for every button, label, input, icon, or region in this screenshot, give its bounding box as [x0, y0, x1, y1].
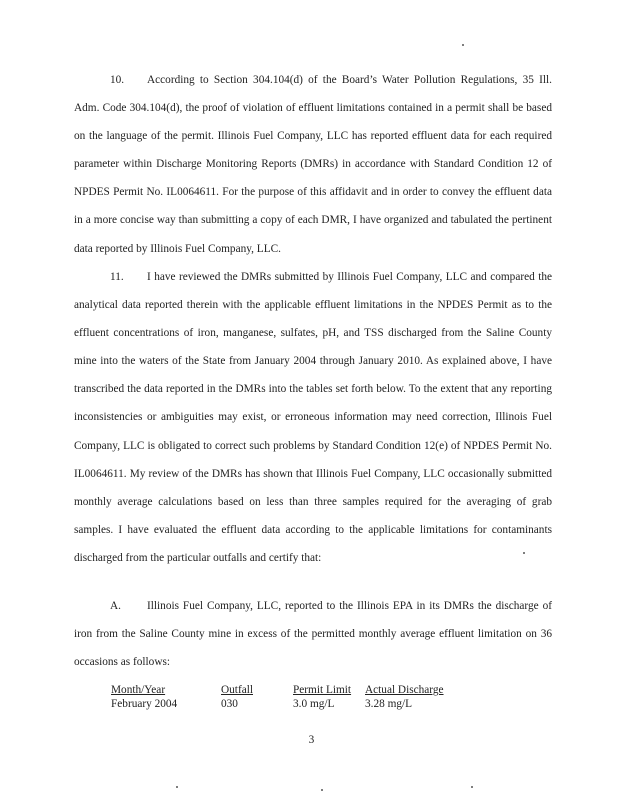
scan-speck	[523, 552, 525, 554]
table-cell: 030	[221, 698, 238, 710]
paragraph-number: 10.	[110, 74, 125, 86]
paragraph-text: According to Section 304.104(d) of the Board’s Water Pollution Regulations, 35 Ill. Adm. Code 304.104(d), the proof of violation of effluent limitations contained in a permit shall be based on the language of the permit. Illinois Fuel Company, LLC has reported effluent data for each required parameter within Discharge Monitoring Reports (DMRs) in accordance with Standard Condition 12 of NPDES Permit No. IL0064611. For the purpose of this affidavit and in order to convey the effluent data in a more concise way than submitting a copy of each DMR, I have organized and tabulated the pertinent data reported by Illinois Fuel Company, LLC.	[74, 74, 552, 255]
table-header-row	[111, 683, 475, 697]
table-cell: 3.0 mg/L	[293, 698, 335, 710]
iron-exceedance-table	[111, 683, 475, 711]
table-row	[111, 697, 475, 711]
column-header: Actual Discharge	[365, 684, 444, 696]
scan-speck	[471, 786, 473, 788]
scan-speck	[176, 786, 178, 788]
page-number: 3	[308, 734, 315, 746]
paragraph-text: I have reviewed the DMRs submitted by Illinois Fuel Company, LLC and compared the analytical data reported therein with the applicable effluent limitations in the NPDES Permit as to the effluent concentrations of iron, manganese, sulfates, pH, and TSS discharged from the Saline County mine into the waters of the State from January 2004 through January 2010. As explained above, I have transcribed the data reported in the DMRs into the tables set forth below. To the extent that any reporting inconsistencies or ambiguities may exist, or erroneous information may need correction, Illinois Fuel Company, LLC is obligated to correct such problems by Standard Condition 12(e) of NPDES Permit No. IL0064611. My review of the DMRs has shown that Illinois Fuel Company, LLC occasionally submitted monthly average calculations based on less than three samples required for the averaging of grab samples. I have evaluated the effluent data according to the applicable limitations for contaminants discharged from the particular outfalls and certify that:	[74, 271, 552, 564]
paragraph-a	[74, 592, 552, 676]
scan-speck	[321, 789, 323, 791]
paragraph-10	[74, 66, 552, 263]
paragraph-text: Illinois Fuel Company, LLC, reported to the Illinois EPA in its DMRs the discharge of iron from the Saline County mine in excess of the permitted monthly average effluent limitation on 36 occasions as follows:	[74, 600, 552, 669]
scan-speck	[462, 44, 464, 46]
column-header: Outfall	[221, 684, 253, 696]
table-cell: February 2004	[111, 698, 178, 710]
column-header: Month/Year	[111, 684, 166, 696]
paragraph-letter: A.	[110, 600, 121, 612]
paragraph-number: 11.	[110, 271, 124, 283]
column-header: Permit Limit	[293, 684, 352, 696]
table-cell: 3.28 mg/L	[365, 698, 413, 710]
paragraph-11	[74, 263, 552, 572]
